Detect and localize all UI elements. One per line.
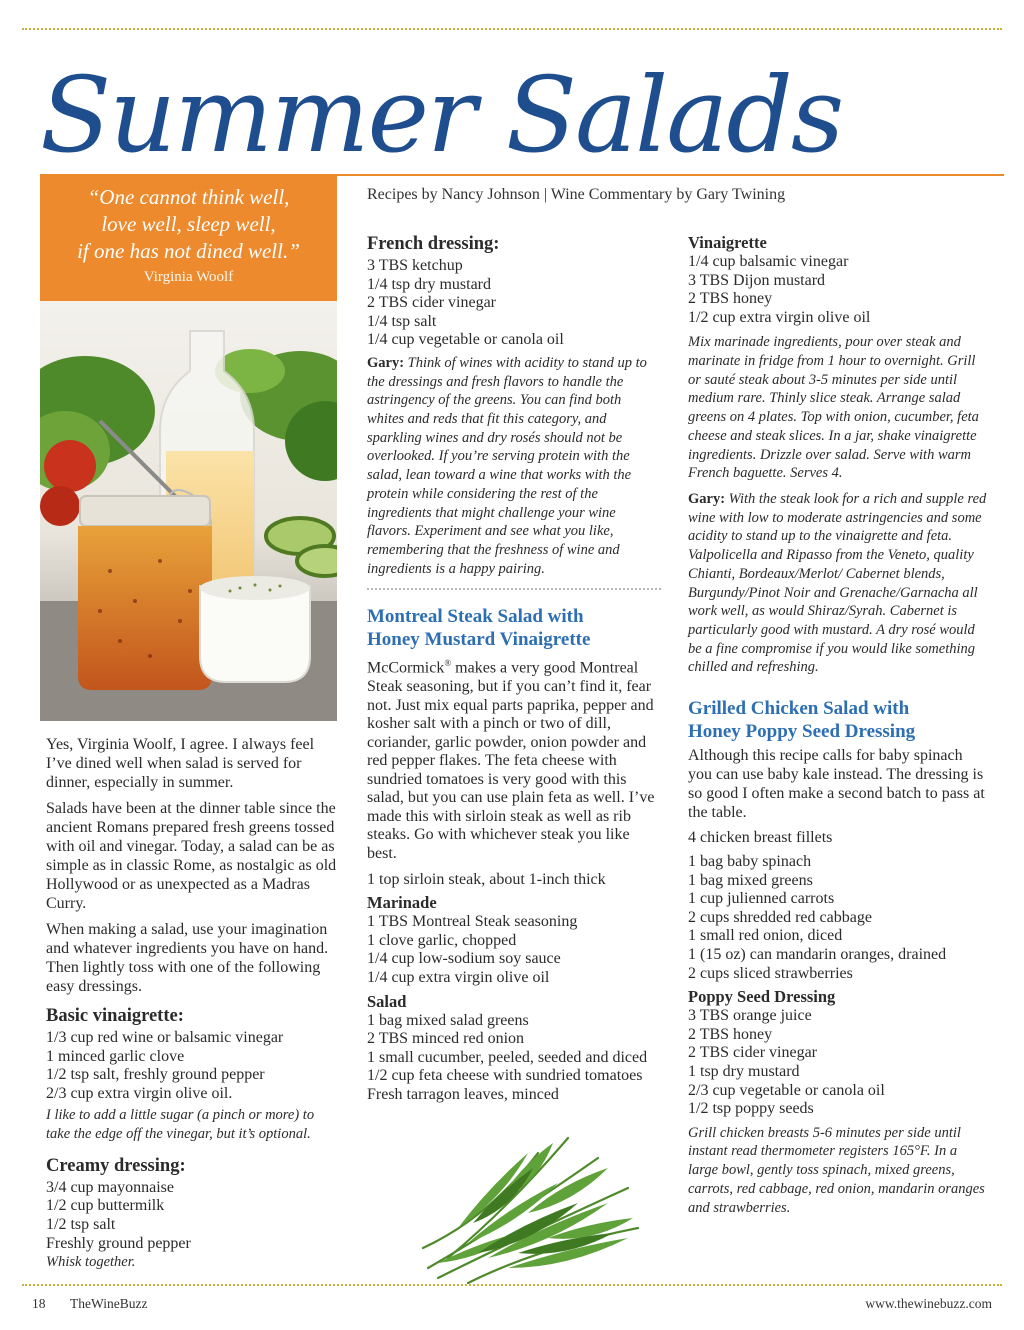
basic-vinaigrette-note: I like to add a little sugar (a pinch or more) to take the edge off the vinegar, but it’s optional. [46, 1107, 315, 1143]
recipe-credits: Recipes by Nancy Johnson | Wine Commentary by Gary Twining [367, 186, 786, 203]
ingredient: 1 small cucumber, peeled, seeded and diced [367, 1048, 648, 1066]
gary-label: Gary: [688, 491, 726, 507]
ingredient: 2/3 cup vegetable or canola oil [688, 1081, 885, 1099]
ingredient: 1 TBS Montreal Steak seasoning [367, 913, 578, 931]
ingredient: 3/4 cup mayonnaise [46, 1178, 174, 1196]
ingredient: 1/4 tsp dry mustard [367, 275, 491, 293]
montreal-intro [367, 654, 661, 863]
footer-url: www.thewinebuzz.com [865, 1296, 992, 1311]
ingredient: 1 bag mixed salad greens [367, 1011, 529, 1029]
ingredient: 3 TBS Dijon mustard [688, 271, 826, 289]
ingredient: 1 minced garlic clove [46, 1047, 185, 1065]
chicken-intro: Although this recipe calls for baby spinach you can use baby kale instead. The dressing is so good I often make a second batch to pass at the table. [688, 747, 985, 822]
montreal-heading-line: Honey Mustard Vinaigrette [367, 629, 591, 651]
montreal-heading [367, 605, 661, 651]
basic-vinaigrette-heading: Basic vinaigrette: [46, 1006, 184, 1026]
creamy-dressing-note: Whisk together. [46, 1254, 136, 1271]
quote-author: Virginia Woolf [143, 269, 234, 285]
ingredient: 1/2 tsp salt [46, 1215, 116, 1233]
brand-name: McCormick [367, 659, 445, 677]
ingredient: 2/3 cup extra virgin olive oil. [46, 1084, 233, 1102]
salad-heading: Salad [367, 991, 407, 1011]
gary-text: With the steak look for a rich and supple red wine with low to moderate astringencies and some acidity to stand up to the vinaigrette and feta. Valpolicella and Ripasso from the Veneto, quality Chianti, Bordeaux/Merlot/ Cabernet blends, Burgundy/Pinot Noir and Grenache/Garnacha all work well, as would Shiraz/Syrah. Cabernet is particularly good with mustard. A dry rosé would be a fine compromise if you would like something chilled and refreshing. [688, 491, 987, 676]
ingredient: 2 TBS honey [688, 1025, 773, 1043]
top-dotted-rule [22, 28, 1002, 30]
ingredient: 1 (15 oz) can mandarin oranges, drained [688, 946, 947, 963]
salad-list [367, 1012, 661, 1105]
ingredient: 2 TBS cider vinegar [367, 294, 497, 312]
french-dressing-list [367, 257, 661, 350]
column-middle [367, 233, 661, 1105]
chicken-salad-list [688, 853, 988, 983]
montreal-heading-line: Montreal Steak Salad with [367, 606, 584, 628]
footer-left [32, 1296, 147, 1312]
gary-commentary [688, 490, 988, 677]
ingredient: 1/2 cup extra virgin olive oil [688, 308, 871, 326]
quote-line: love well, sleep well, [101, 212, 276, 236]
quote-line: if one has not dined well.” [77, 239, 300, 263]
dressings-illustration [40, 301, 337, 721]
tarragon-photo [408, 1118, 648, 1293]
ingredient: 1 clove garlic, chopped [367, 931, 517, 949]
french-dressing-heading: French dressing: [367, 234, 500, 254]
vinaigrette-list [688, 253, 988, 327]
quote-box [40, 176, 337, 301]
registered-mark: ® [444, 658, 452, 669]
ingredient: 1 bag mixed greens [688, 871, 813, 889]
gary-label: Gary: [367, 354, 405, 371]
quote-text [40, 184, 337, 265]
ingredient: 1/4 cup vegetable or canola oil [367, 331, 564, 349]
ingredient: 1/4 tsp salt [367, 312, 437, 330]
chicken-directions: Grill chicken breasts 5-6 minutes per side until instant read thermometer registers 165°F. In a large bowl, gently toss spinach, mixed greens, carrots, red cabbage, red onion, mandarin oranges and strawberries. [688, 1124, 985, 1216]
ingredient: 1 bag baby spinach [688, 853, 812, 871]
creamy-dressing-heading: Creamy dressing: [46, 1155, 186, 1176]
chicken-heading-line: Honey Poppy Seed Dressing [688, 721, 916, 743]
ingredient: 1 cup julienned carrots [688, 890, 835, 908]
ingredient: 1/2 cup buttermilk [46, 1197, 165, 1215]
gary-commentary [367, 354, 661, 578]
ingredient: 1 small red onion, diced [688, 927, 843, 945]
ingredient: 1/3 cup red wine or balsamic vinegar [46, 1029, 284, 1046]
ingredient: 2 TBS honey [688, 290, 773, 308]
ingredient: 2 cups shredded red cabbage [688, 908, 872, 926]
marinade-list [367, 913, 661, 987]
montreal-intro-text: makes a very good Montreal Steak seasoning, but if you can’t find it, fear not. Just mix equal parts paprika, pepper and kosher salt with a pinch or two of dill, coriander, garlic powder, onion powder and red pepper flakes. The feta cheese with sundried tomatoes is very good with this salad, but you can use plain feta as well. I’ve made this with sirloin steak as well as rib steaks. Go with whichever steak you like best. [367, 659, 655, 862]
salad-dressings-photo [40, 301, 337, 721]
magazine-name: TheWineBuzz [70, 1296, 148, 1311]
section-divider [367, 588, 661, 590]
ingredient: 2 TBS minced red onion [367, 1030, 525, 1048]
gary-text: Think of wines with acidity to stand up to the dressings and fresh flavors to handle the astringency of the greens. You can find both whites and reds that fit this category, and sparkling wines and dry rosés should not be overlooked. If you’re serving protein with the salad, lean toward a wine that works with the protein while considering the rest of the ingredients that might challenge your wine flavors. Experiment and see what you like, remembering that the freshness of wine and ingredients is a happy pairing. [367, 354, 647, 577]
ingredient: 2 cups sliced strawberries [688, 964, 853, 982]
chicken-fillets: 4 chicken breast fillets [688, 829, 833, 847]
ingredient: 1/2 cup feta cheese with sundried tomatoes [367, 1067, 643, 1085]
quote-line: “One cannot think well, [87, 185, 290, 209]
steak-ingredient: 1 top sirloin steak, about 1-inch thick [367, 871, 606, 889]
column-intro [46, 735, 338, 1272]
ingredient: Freshly ground pepper [46, 1234, 191, 1252]
marinade-heading: Marinade [367, 893, 437, 913]
page-title: Summer Salads [40, 54, 843, 176]
vinaigrette-heading: Vinaigrette [688, 233, 767, 252]
ingredient: 3 TBS ketchup [367, 257, 463, 274]
ingredient: Fresh tarragon leaves, minced [367, 1085, 559, 1103]
ingredient: 2 TBS cider vinegar [688, 1044, 818, 1062]
tarragon-illustration [408, 1118, 648, 1293]
poppy-seed-heading: Poppy Seed Dressing [688, 987, 836, 1007]
column-right [688, 233, 988, 1217]
bottom-dotted-rule [22, 1284, 1002, 1286]
ingredient: 1/2 tsp salt, freshly ground pepper [46, 1066, 265, 1084]
intro-paragraph: Salads have been at the dinner table since the ancient Romans prepared fresh greens tossed with oil and vinegar. Today, a salad can be as simple as in classic Rome, as nostalgic as old Hollywood or as unexpected as a Madras Curry. [46, 800, 337, 912]
ingredient: 1/4 cup extra virgin olive oil [367, 969, 550, 987]
montreal-directions: Mix marinade ingredients, pour over steak and marinate in fridge from 1 hour to overnight. Grill or sauté steak about 3-5 minutes per side until medium rare. Thinly slice steak. Arrange salad greens on 4 plates. Top with onion, cucumber, feta cheese and steak slices. In a jar, shake vinaigrette ingredients. Drizzle over salad. Serve with warm French baguette. Serves 4. [688, 334, 979, 482]
ingredient: 3 TBS orange juice [688, 1007, 812, 1025]
intro-paragraph: Yes, Virginia Woolf, I agree. I always feel I’ve dined well when salad is served for dinner, especially in summer. [46, 736, 315, 791]
ingredient: 1/4 cup low-sodium soy sauce [367, 950, 561, 968]
page-number: 18 [32, 1296, 46, 1311]
ingredient: 1 tsp dry mustard [688, 1062, 800, 1080]
basic-vinaigrette-list [46, 1029, 338, 1103]
creamy-dressing-list [46, 1179, 338, 1253]
chicken-heading-line: Grilled Chicken Salad with [688, 698, 910, 720]
ingredient: 1/2 tsp poppy seeds [688, 1100, 814, 1118]
poppy-seed-list [688, 1007, 988, 1119]
intro-paragraph: When making a salad, use your imagination and whatever ingredients you have on hand. Then lightly toss with one of the following easy dressings. [46, 921, 329, 995]
ingredient: 1/4 cup balsamic vinegar [688, 253, 849, 270]
chicken-heading [688, 697, 988, 743]
